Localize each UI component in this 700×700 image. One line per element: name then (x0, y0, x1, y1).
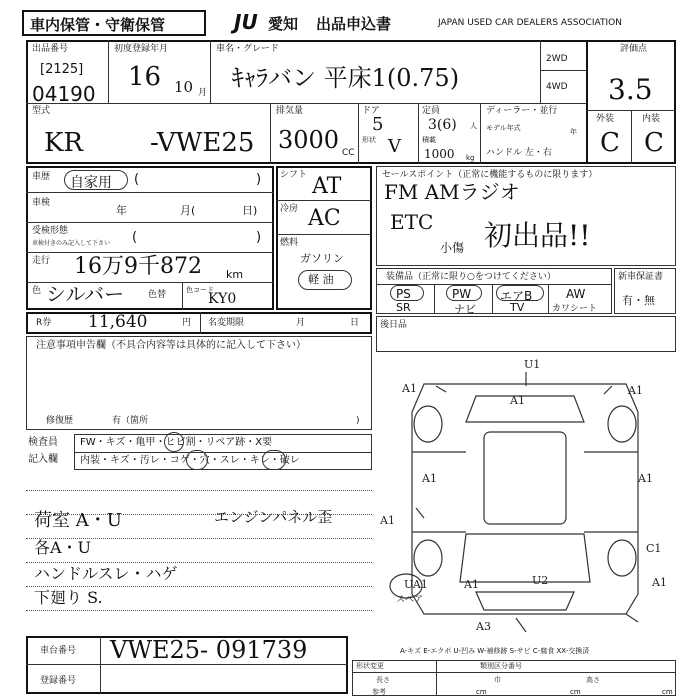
mileage-value: 16万9千872 (74, 254, 202, 279)
ju-logo: JU (234, 10, 258, 34)
equipment-1-top: PW (452, 287, 472, 301)
entry-label: 記入欄 (28, 454, 58, 465)
color-value: シルバー (46, 282, 125, 306)
damage-rear-bumper: A1 (652, 576, 667, 589)
damage-rear-right: C1 (646, 542, 662, 555)
checker-label: 検査員 (28, 437, 58, 448)
later-items-label: 後日品 (380, 320, 408, 330)
exterior-grade: C (600, 128, 620, 158)
class-number-label: 類別区分番号 (480, 662, 522, 670)
name-change-day: 日 (350, 318, 360, 328)
vehicle-type-label: 車歴 (32, 172, 51, 182)
car-name: ｷｬﾗバン 平床1(0.75) (232, 64, 460, 92)
check-sure-circle (262, 450, 286, 470)
later-items-block (376, 316, 676, 352)
dealer-label: ディーラー・並行 (486, 106, 558, 116)
spare-label: スペア (396, 595, 424, 605)
check-yogore-circle (186, 450, 208, 470)
repair-value: 有（箇所 (112, 416, 149, 426)
load-value: 1000 (424, 147, 455, 161)
hw-note-4: 下廻り S. (34, 588, 103, 607)
handle-label: ハンドル 左・右 (486, 148, 552, 158)
recycle-label: R券 (36, 318, 52, 328)
warranty-value: 有・無 (622, 294, 655, 307)
damage-rear-2: A1 (464, 578, 479, 591)
damage-front-right: A1 (628, 384, 643, 397)
inspection-label: 車検 (32, 198, 51, 208)
equipment-label: 装備品（正常に限り○をつけてください） (386, 272, 556, 282)
damage-left-mid: A1 (422, 472, 437, 485)
interior-label: 内装 (642, 114, 661, 124)
form-title: 出品申込書 (316, 15, 392, 33)
car-name-label: 車名・グレード (216, 44, 280, 54)
inspect-form-paren-open: ( (132, 230, 138, 245)
lot-label: 出品番号 (32, 44, 69, 54)
reg-number-label: 登録番号 (40, 676, 77, 686)
model-prefix: KR (44, 128, 83, 158)
lot-number: 04190 (32, 82, 96, 106)
inspection-day: 日) (242, 204, 258, 217)
repair-label: 修復歴 (46, 416, 74, 426)
registration-label: 初度登録年月 (114, 44, 169, 54)
lot-code: [2125] (40, 62, 84, 77)
check-row2: 内装・キズ・汚レ・コゲ・穴・スレ・キレ・破レ (80, 455, 300, 466)
height-label: 高さ (586, 676, 600, 684)
mileage-label: 走行 (32, 256, 51, 266)
shape-value: V (388, 136, 401, 157)
recycle-value: 11,640 (88, 312, 148, 332)
score-value: 3.5 (608, 73, 653, 106)
damage-legend: A-キズ E-エクボ U-凹み W-補修跡 S-サビ C-腐食 XX-交換済 (400, 647, 590, 655)
storage-label: 車内保管・守衛保管 (30, 16, 166, 34)
damage-rear: U2 (532, 574, 549, 587)
model-label: 型式 (32, 106, 51, 116)
sales-point-line2: ETC (390, 210, 434, 234)
recycle-unit: 円 (182, 318, 192, 328)
sales-point-small: 小傷 (440, 241, 465, 255)
warranty-label: 新車保証書 (618, 272, 664, 282)
displacement-unit: CC (342, 148, 355, 158)
damage-right-mid: A1 (638, 472, 653, 485)
registration-month: 10 (174, 78, 194, 96)
equipment-0-bottom: SR (396, 301, 411, 314)
damage-hood: A1 (510, 394, 525, 407)
shape-change-label: 形状変更 (356, 662, 384, 670)
inspection-year: 年 (116, 204, 127, 217)
width-label: 巾 (494, 676, 501, 684)
hw-note-1: 荷室 A・U (34, 510, 122, 531)
damage-left: A1 (380, 514, 395, 527)
equipment-3-bottom: カワシート (552, 304, 598, 314)
hw-note-2: 各A・U (34, 538, 92, 557)
damage-lower: A3 (476, 620, 491, 633)
fuel-diesel: 軽 油 (308, 273, 334, 286)
damage-top: U1 (524, 358, 541, 371)
inspect-form-label: 受検形態 (32, 226, 69, 236)
registration-year: 16 (128, 62, 162, 92)
damage-front-left: A1 (402, 382, 417, 395)
shift-label: シフト (280, 170, 308, 180)
fuel-gas: ガソリン (300, 252, 344, 265)
notes-label: 注意事項申告欄（不具合内容等は具体的に記入して下さい） (36, 340, 306, 351)
sales-point-note: 初出品!! (484, 219, 591, 252)
load-unit: kg (466, 154, 475, 162)
shape-label: 形状 (362, 136, 376, 144)
damage-rear-left: UA1 (404, 578, 428, 591)
hw-note-3: ハンドルスレ・ハゲ (34, 564, 178, 583)
equipment-0-top: PS (396, 287, 411, 301)
length-label: 長さ (376, 676, 390, 684)
inspection-month: 月( (180, 204, 196, 217)
capacity-unit: 人 (470, 122, 477, 130)
model-year-unit: 年 (570, 128, 577, 136)
model-code: -VWE25 (150, 128, 255, 158)
car-damage-diagram (376, 352, 676, 642)
ref-label: 参考 (372, 688, 386, 696)
association-name: JAPAN USED CAR DEALERS ASSOCIATION (438, 18, 622, 28)
sales-point-label: セールスポイント（正常に機能するものに限ります） (382, 170, 598, 180)
capacity-value: 3(6) (428, 117, 457, 133)
org-name: 愛知 (268, 15, 299, 33)
name-change-label: 名変期限 (208, 318, 245, 328)
fuel-label: 燃料 (280, 238, 299, 248)
check-row1: FW・キズ・亀甲・ヒビ割・リペア跡・X要 (80, 437, 273, 448)
displacement-label: 排気量 (276, 106, 304, 116)
inspect-form-sub: 車検付きのみ記入して下さい (32, 240, 111, 247)
vehicle-type-value: 自家用 (70, 175, 112, 191)
exterior-label: 外装 (596, 114, 615, 124)
interior-grade: C (644, 128, 664, 158)
mileage-unit: km (226, 268, 244, 281)
length-unit: cm (476, 688, 487, 696)
equipment-3-top: AW (566, 287, 586, 301)
color-code: KY0 (208, 291, 237, 307)
model-year-label: モデル年式 (486, 124, 521, 132)
equipment-2-bottom: TV (510, 301, 525, 314)
doors-label: ドア (362, 106, 380, 116)
aircon-label: 冷房 (280, 204, 299, 214)
vehicle-info-block (26, 40, 676, 164)
drive-2wd: 2WD (546, 54, 568, 64)
load-label: 積載 (422, 136, 436, 144)
width-unit: cm (570, 688, 581, 696)
height-unit: cm (662, 688, 673, 696)
check-kikko-circle (164, 432, 184, 452)
repair-close: ) (356, 416, 360, 426)
chassis-number: VWE25- 091739 (110, 636, 308, 664)
vehicle-type-paren-open: ( (134, 172, 140, 187)
inspect-form-paren-close: ) (256, 230, 262, 245)
vehicle-type-paren-close: ) (256, 172, 262, 187)
hw-engine-note: エンジンパネル歪 (214, 508, 333, 526)
drive-4wd: 4WD (546, 82, 568, 92)
doors-value: 5 (372, 114, 384, 135)
color-code-label: 色コード (186, 286, 214, 294)
registration-month-unit: 月 (198, 88, 208, 98)
color-change-label: 色替 (148, 290, 167, 300)
score-label: 評価点 (620, 44, 648, 54)
name-change-month: 月 (296, 318, 306, 328)
displacement-value: 3000 (278, 126, 340, 154)
equipment-2-top: エアB (500, 289, 533, 303)
color-label: 色 (32, 286, 42, 296)
shift-value: AT (312, 174, 342, 199)
recycle-row (26, 312, 372, 334)
capacity-label: 定員 (422, 106, 441, 116)
sales-point-line1: FM AMラジオ (384, 180, 520, 204)
aircon-value: AC (308, 206, 341, 231)
equipment-1-bottom: ナビ (454, 303, 476, 316)
chassis-label: 車台番号 (40, 646, 77, 656)
